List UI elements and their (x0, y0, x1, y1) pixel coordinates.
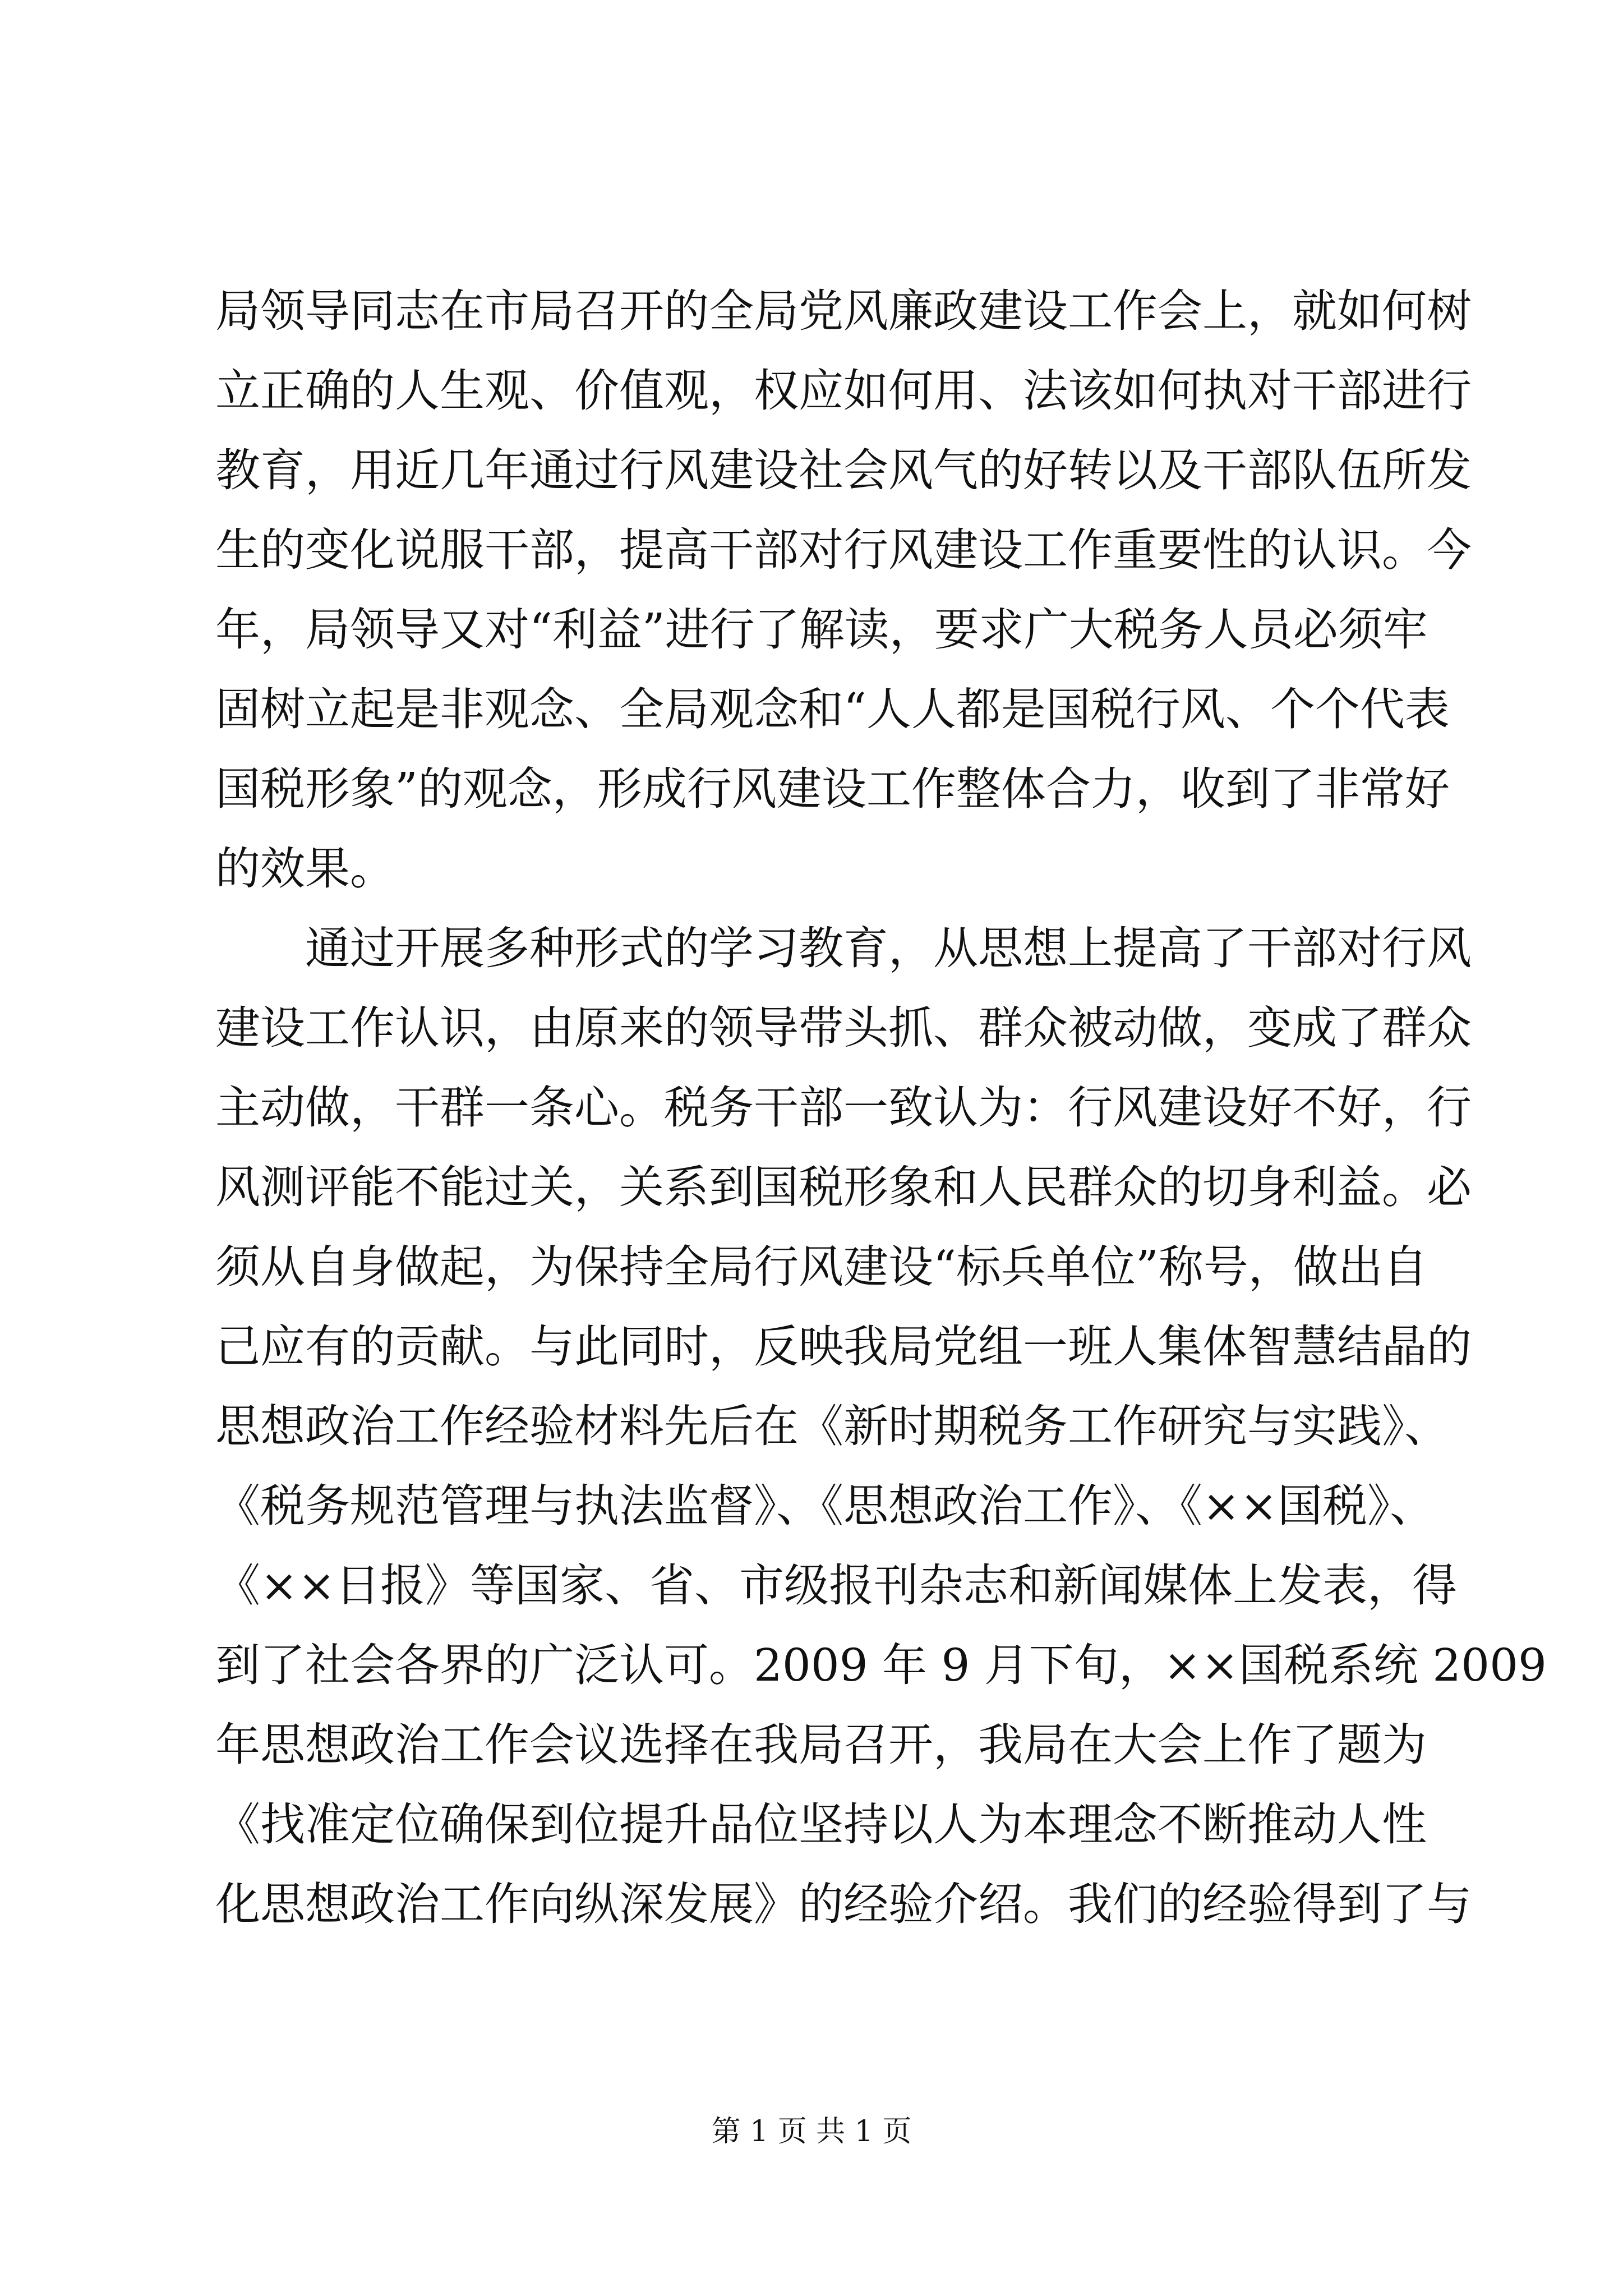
text-line: 国税形象”的观念，形成行风建设工作整体合力，收到了非常好 (215, 763, 1450, 815)
text-line: 风测评能不能过关，关系到国税形象和人民群众的切身利益。必 (215, 1161, 1472, 1213)
text-line: 立正确的人生观、价值观，权应如何用、法该如何执对干部进行 (215, 365, 1472, 417)
text-line: 己应有的贡献。与此同时，反映我局党组一班人集体智慧结晶的 (215, 1320, 1472, 1373)
text-line: 固树立起是非观念、全局观念和“人人都是国税行风、个个代表 (215, 683, 1450, 735)
page-number-footer: 第 1 页 共 1 页 (711, 2115, 912, 2148)
body-text (215, 272, 1547, 1944)
text-line: 主动做，干群一条心。税务干部一致认为：行风建设好不好，行 (215, 1082, 1472, 1134)
text-line: 通过开展多种形式的学习教育，从思想上提高了干部对行风 (215, 922, 1472, 974)
text-line: 教育，用近几年通过行风建设社会风气的好转以及干部队伍所发 (215, 444, 1472, 496)
text-line: 年，局领导又对“利益”进行了解读，要求广大税务人员必须牢 (215, 604, 1428, 656)
text-line: 化思想政治工作向纵深发展》的经验介绍。我们的经验得到了与 (215, 1878, 1472, 1930)
text-line: 须从自身做起，为保持全局行风建设“标兵单位”称号，做出自 (215, 1241, 1428, 1293)
text-line: 的效果。 (215, 843, 395, 895)
text-line: 生的变化说服干部，提高干部对行风建设工作重要性的认识。今 (215, 524, 1472, 576)
text-line: 《××日报》等国家、省、市级报刊杂志和新闻媒体上发表，得 (215, 1559, 1458, 1612)
text-line: 《找准定位确保到位提升品位坚持以人为本理念不断推动人性 (215, 1798, 1427, 1851)
text-line: 到了社会各界的广泛认可。2009 年 9 月下旬，××国税系统 2009 (215, 1639, 1547, 1691)
text-line: 年思想政治工作会议选择在我局召开，我局在大会上作了题为 (215, 1719, 1427, 1771)
text-line: 局领导同志在市局召开的全局党风廉政建设工作会上，就如何树 (215, 285, 1472, 337)
text-line: 《税务规范管理与执法监督》、《思想政治工作》、《××国税》、 (215, 1480, 1435, 1532)
text-line: 建设工作认识，由原来的领导带头抓、群众被动做，变成了群众 (215, 1002, 1472, 1054)
text-line: 思想政治工作经验材料先后在《新时期税务工作研究与实践》、 (215, 1400, 1449, 1452)
